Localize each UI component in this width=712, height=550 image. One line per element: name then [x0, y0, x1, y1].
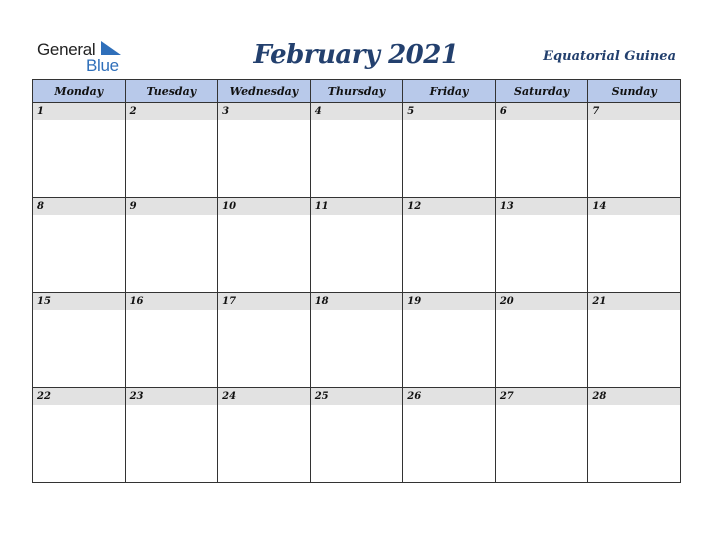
weekday-header: Friday	[403, 80, 496, 103]
day-number: 23	[126, 388, 218, 405]
day-cell	[125, 388, 218, 483]
day-number: 21	[588, 293, 680, 310]
day-cell	[403, 293, 496, 388]
day-cell	[495, 293, 588, 388]
day-number: 28	[588, 388, 680, 405]
day-cell	[495, 198, 588, 293]
day-number: 8	[33, 198, 125, 215]
day-cell	[310, 198, 403, 293]
day-number: 3	[218, 103, 310, 120]
day-cell	[218, 293, 311, 388]
day-number: 18	[311, 293, 403, 310]
weekday-header: Tuesday	[125, 80, 218, 103]
day-number: 22	[33, 388, 125, 405]
week-row	[33, 388, 681, 483]
day-number: 17	[218, 293, 310, 310]
day-number: 4	[311, 103, 403, 120]
day-number: 10	[218, 198, 310, 215]
day-cell	[403, 103, 496, 198]
day-cell	[310, 103, 403, 198]
day-number: 16	[126, 293, 218, 310]
day-cell	[33, 388, 126, 483]
week-row	[33, 103, 681, 198]
weekday-header: Thursday	[310, 80, 403, 103]
weekday-header: Saturday	[495, 80, 588, 103]
day-cell	[218, 103, 311, 198]
day-cell	[125, 198, 218, 293]
calendar-grid	[32, 79, 681, 483]
day-cell	[33, 103, 126, 198]
day-number: 6	[496, 103, 588, 120]
day-number: 19	[403, 293, 495, 310]
day-number: 12	[403, 198, 495, 215]
day-cell	[495, 388, 588, 483]
day-cell	[125, 293, 218, 388]
country-label: Equatorial Guinea	[543, 49, 676, 64]
day-number: 13	[496, 198, 588, 215]
weekday-header-row	[33, 80, 681, 103]
day-cell	[310, 388, 403, 483]
day-number: 20	[496, 293, 588, 310]
day-cell	[588, 388, 681, 483]
day-cell	[588, 293, 681, 388]
day-number: 1	[33, 103, 125, 120]
weekday-header: Wednesday	[218, 80, 311, 103]
day-cell	[588, 198, 681, 293]
day-cell	[125, 103, 218, 198]
day-number: 5	[403, 103, 495, 120]
day-number: 9	[126, 198, 218, 215]
logo-text-blue: Blue	[86, 56, 119, 75]
day-number: 24	[218, 388, 310, 405]
weekday-header: Monday	[33, 80, 126, 103]
day-cell	[495, 103, 588, 198]
day-number: 26	[403, 388, 495, 405]
day-cell	[33, 198, 126, 293]
day-cell	[33, 293, 126, 388]
day-number: 7	[588, 103, 680, 120]
day-number: 27	[496, 388, 588, 405]
day-number: 15	[33, 293, 125, 310]
day-cell	[218, 198, 311, 293]
day-number: 11	[311, 198, 403, 215]
day-cell	[588, 103, 681, 198]
logo-text-general: General	[37, 40, 96, 59]
week-row	[33, 293, 681, 388]
day-cell	[218, 388, 311, 483]
day-number: 14	[588, 198, 680, 215]
page-title: February 2021	[253, 40, 459, 70]
week-row	[33, 198, 681, 293]
day-number: 25	[311, 388, 403, 405]
day-number: 2	[126, 103, 218, 120]
day-cell	[403, 388, 496, 483]
weekday-header: Sunday	[588, 80, 681, 103]
day-cell	[403, 198, 496, 293]
day-cell	[310, 293, 403, 388]
